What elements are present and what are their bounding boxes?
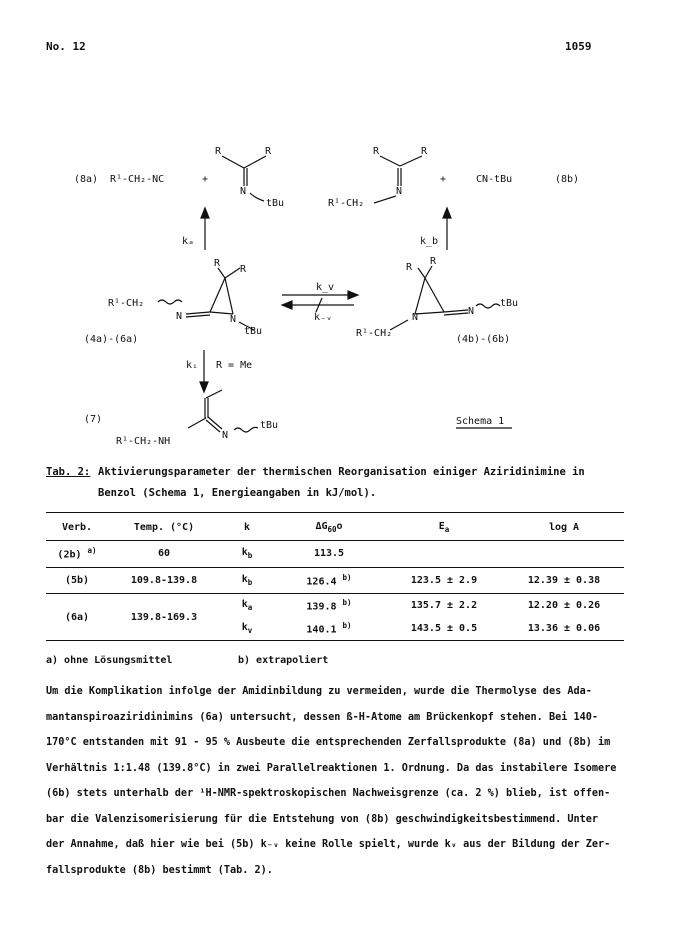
rate-const-ki: kᵢ: [186, 360, 199, 371]
col-header-temp: Temp. (°C): [133, 521, 195, 533]
table-row: [46, 567, 624, 594]
atom-n: N: [468, 306, 475, 317]
cell-dg: 126.4 $^{b)}$: [306, 573, 352, 588]
tbu-group: tBu: [500, 298, 519, 309]
atom-n: N: [412, 312, 419, 323]
cell-k: $k_v$: [241, 621, 253, 635]
substituent-r: R: [214, 258, 221, 269]
cell-temp: 60: [157, 548, 171, 559]
tbu-group: tBu: [266, 198, 285, 209]
cell-verb: (6a): [64, 611, 90, 623]
atom-n: N: [176, 311, 183, 322]
table-caption-line1: Aktivierungsparameter der thermischen Reorganisation einiger Aziridinimine in: [98, 466, 585, 478]
cell-k: $k_b$: [241, 547, 253, 560]
table-rule-bottom: [46, 640, 624, 641]
cell-loga: 13.36 ± 0.06: [527, 622, 601, 634]
body-line: der Annahme, daß hier wie bei (5b) k₋ᵥ keine Rolle spielt, wurde kᵥ aus der Bildung der Zer-: [46, 839, 611, 850]
table-caption-line2: Benzol (Schema 1, Energieangaben in kJ/mol).: [98, 487, 377, 499]
body-line: 170°C entstanden mit 91 - 95 % Ausbeute die entsprechenden Zerfallsprodukte (8a) und (8b) im: [46, 737, 611, 748]
cell-ea: 135.7 ± 2.2: [410, 599, 478, 611]
body-line: Um die Komplikation infolge der Amidinbildung zu vermeiden, wurde die Thermolyse des Ada-: [46, 686, 592, 697]
cell-loga: [504, 540, 624, 567]
cell-k: $k_b$: [241, 574, 253, 587]
atom-n: N: [396, 186, 403, 197]
body-line: (6b) stets unterhalb der ¹H-NMR-spektroskopischen Nachweisgrenze (ca. 2 %) blieb, ist offen-: [46, 788, 611, 799]
cell-temp: 139.8-169.3: [130, 611, 198, 623]
rate-const-k-minus-v: k₋ᵥ: [314, 312, 333, 323]
label-4a-6a: (4a)-(6a): [84, 334, 139, 345]
cell-loga: 12.20 ± 0.26: [527, 599, 601, 611]
substituent-r: R: [265, 146, 272, 157]
formula-r1ch2: R¹-CH₂: [356, 328, 393, 339]
cell-temp: 109.8-139.8: [130, 575, 198, 586]
label-8a: (8a): [74, 174, 99, 185]
footnote-a: a) ohne Lösungsmittel: [46, 655, 173, 666]
cell-loga: 12.39 ± 0.38: [527, 575, 601, 586]
label-4b-6b: (4b)-(6b): [456, 334, 511, 345]
rate-const-kv: k_v: [316, 282, 335, 293]
substituent-r: R: [430, 256, 437, 267]
cell-k: $k_a$: [241, 598, 253, 612]
table-row: [46, 594, 624, 616]
cell-verb: (5b): [64, 575, 90, 586]
rate-const-kb: k_b: [420, 236, 439, 247]
body-line: bar die Valenzisomerisierung für die Entstehung von (8b) geschwindigkeitsbestimmend. Unter: [46, 813, 599, 825]
schema-label: Schema 1: [456, 416, 505, 427]
col-header-ea: $E_a$: [438, 520, 450, 534]
col-header-loga: log A: [548, 521, 580, 533]
substituent-r: R: [421, 146, 428, 157]
cell-ea: 123.5 ± 2.9: [410, 575, 478, 586]
body-line: mantanspiroaziridinimins (6a) untersucht, dessen ß-H-Atome am Brückenkopf stehen. Bei 140-: [46, 711, 599, 723]
col-header-k: k: [243, 521, 251, 533]
footnote-b: b) extrapoliert: [238, 655, 329, 666]
tbu-group: tBu: [244, 326, 263, 337]
plus-sign: +: [202, 174, 209, 185]
cell-dg: 140.1 $^{b)}$: [306, 620, 352, 636]
formula-8b: CN-tBu: [476, 174, 513, 185]
journal-number: No. 12: [46, 40, 86, 53]
formula-7: R¹-CH₂-NH: [116, 436, 171, 447]
substituent-r: R: [240, 264, 247, 275]
activation-parameter-table: [46, 514, 624, 640]
formula-r1ch2: R¹-CH₂: [328, 198, 365, 209]
condition-r-me: R = Me: [216, 360, 253, 371]
plus-sign: +: [440, 174, 447, 185]
rate-const-ka: kₐ: [182, 236, 195, 247]
col-header-dg: $\Delta G_{60}o$: [315, 520, 343, 534]
atom-n: N: [240, 186, 247, 197]
table-caption-label: Tab. 2:: [46, 466, 91, 478]
label-7: (7): [84, 414, 103, 425]
cell-dg: 113.5: [313, 548, 345, 559]
tbu-group: tBu: [260, 420, 279, 431]
substituent-r: R: [373, 146, 380, 157]
atom-n: N: [222, 430, 229, 441]
table-row: [46, 540, 624, 567]
cell-verb: (2b) $^{a)}$: [57, 546, 97, 561]
body-line: fallsprodukte (8b) bestimmt (Tab. 2).: [46, 864, 273, 876]
col-header-verb: Verb.: [61, 521, 93, 533]
label-8b: (8b): [555, 174, 580, 185]
cell-ea: [384, 540, 504, 567]
table-header-row: [46, 514, 624, 540]
atom-n: N: [230, 314, 237, 325]
table-rule-top: [46, 512, 624, 513]
substituent-r: R: [215, 146, 222, 157]
formula-8a: R¹-CH₂-NC: [110, 174, 165, 185]
body-line: Verhältnis 1:1.48 (139.8°C) in zwei Parallelreaktionen 1. Ordnung. Da das instabilere Isomere: [46, 762, 617, 774]
page-number: 1059: [565, 40, 592, 53]
body-paragraph: [46, 679, 636, 883]
cell-dg: 139.8 $^{b)}$: [306, 597, 352, 613]
cell-ea: 143.5 ± 0.5: [410, 622, 478, 634]
formula-r1ch2: R¹-CH₂: [108, 298, 145, 309]
substituent-r: R: [406, 262, 413, 273]
